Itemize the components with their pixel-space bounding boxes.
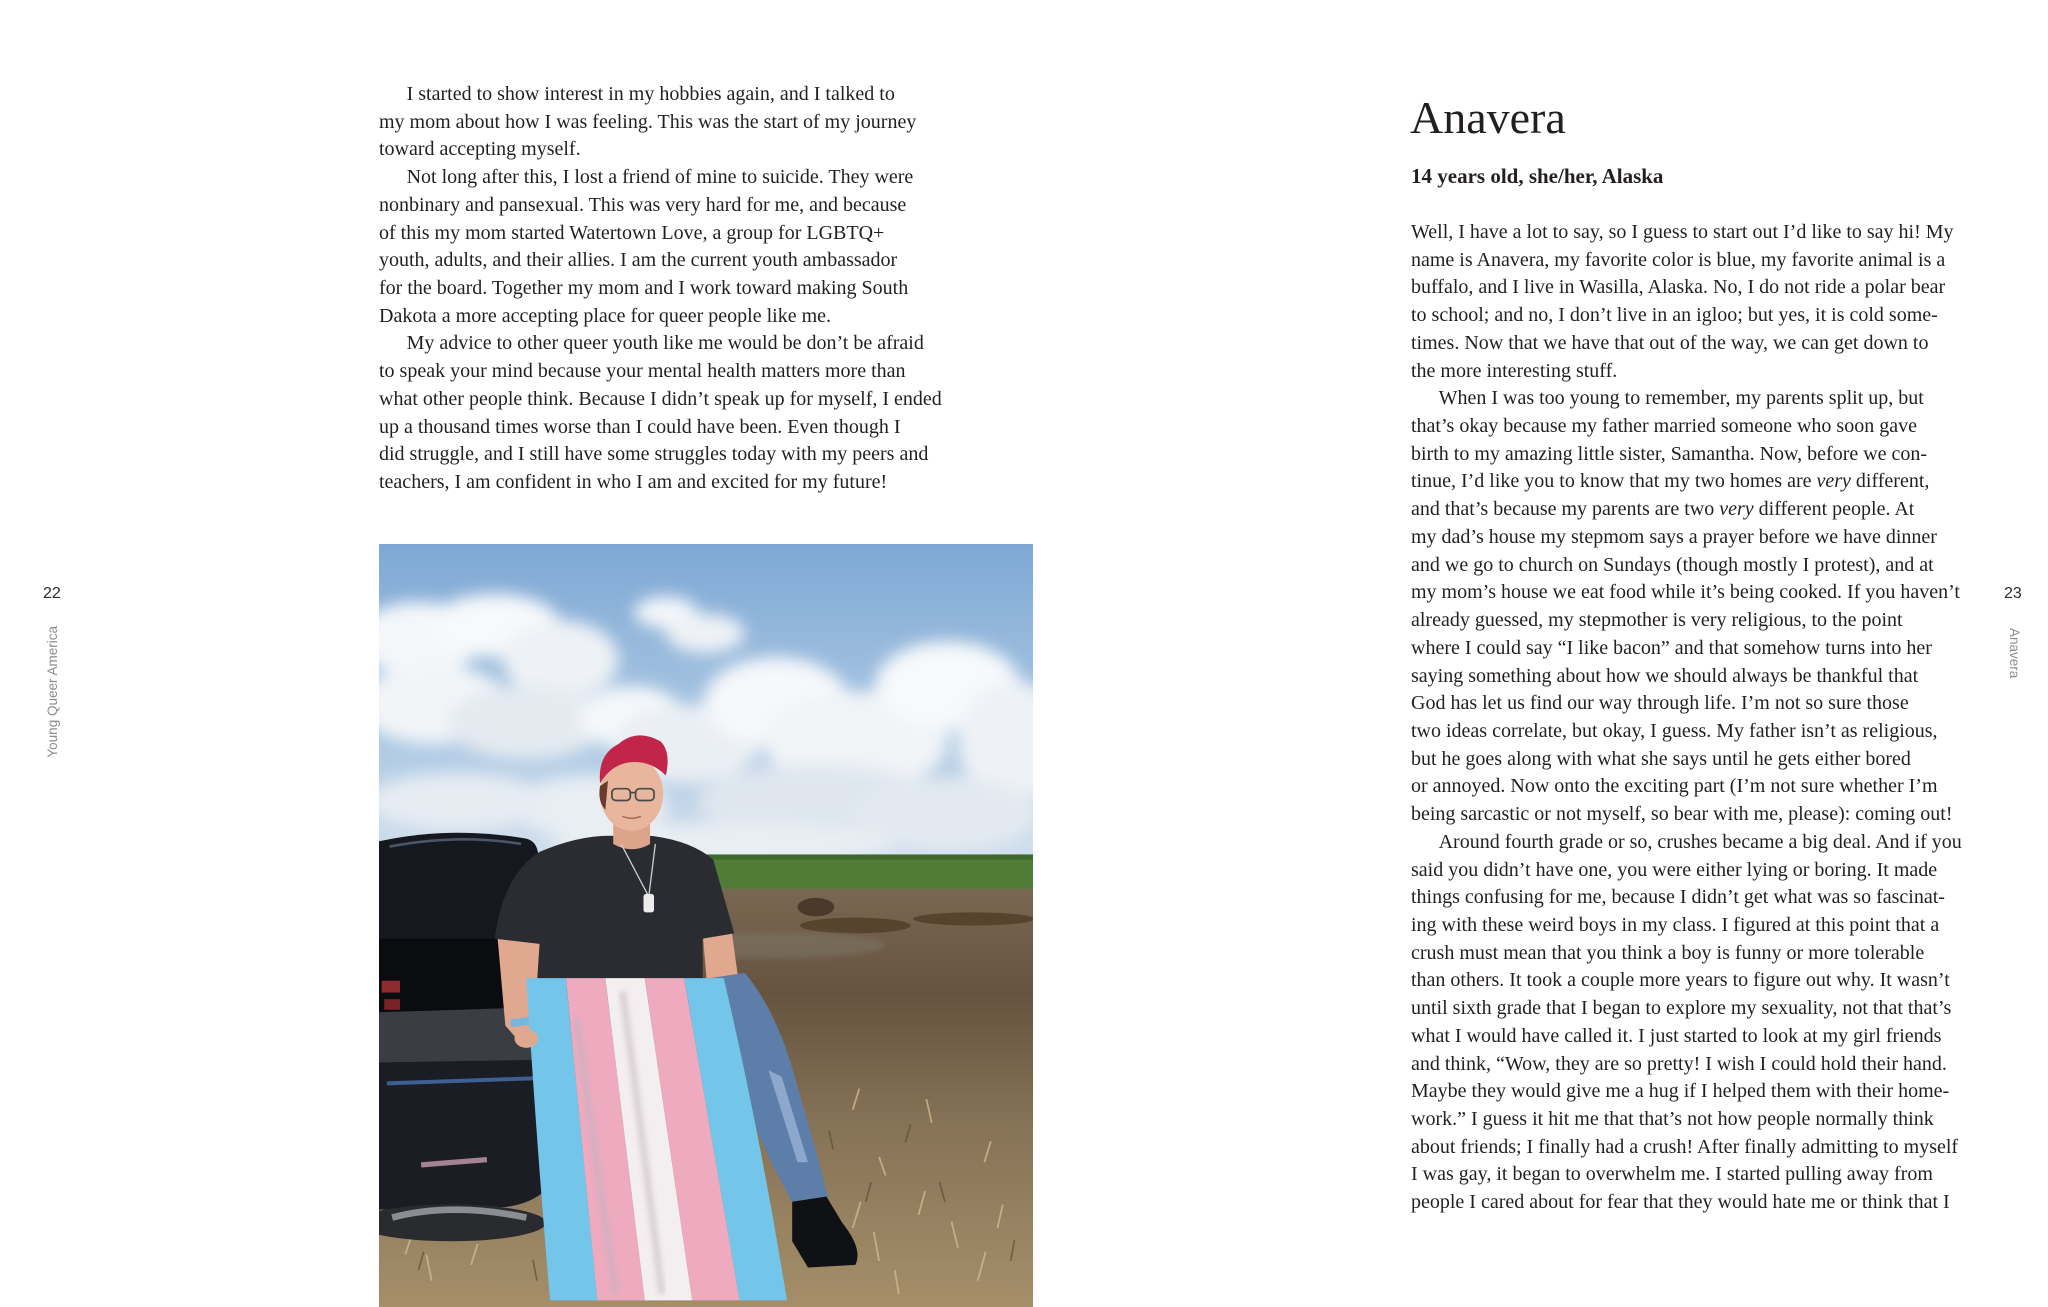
text-segment: different people. At (1753, 498, 1915, 521)
text-line: and we go to church on Sundays (though mostly I protest), and at (1411, 553, 1934, 576)
text-line: people I cared about for fear that they would hate me or think that I (1411, 1191, 1950, 1214)
text-line: ing with these weird boys in my class. I figured at this point that a (1411, 913, 1940, 936)
right-page-body-text (1411, 219, 2003, 1217)
cloud (666, 614, 745, 653)
text-line: that’s okay because my father married someone who soon gave (1411, 415, 1917, 438)
paragraph (1411, 385, 2003, 829)
text-segment: tinue, I’d like you to know that my two homes are (1411, 470, 1817, 493)
text-line: things confusing for me, because I didn’t get what was so fascinat- (1411, 886, 1945, 909)
text-line: Maybe they would give me a hug if I helped them with their home- (1411, 1080, 1950, 1103)
text-line: teachers, I am confident in who I am and excited for my future! (379, 471, 888, 494)
text-line: My advice to other queer youth like me would be don’t be afraid (406, 332, 924, 355)
text-line (1411, 496, 2003, 524)
text-line: youth, adults, and their allies. I am the current youth ambassador (379, 249, 898, 272)
portrait-photo-image (379, 544, 1033, 1307)
emphasized-word: very (1816, 470, 1851, 493)
portrait-photo (379, 544, 1033, 1307)
text-line: up a thousand times worse than I could have been. Even though I (379, 415, 901, 438)
text-line: toward accepting myself. (379, 138, 581, 161)
text-line: buffalo, and I live in Wasilla, Alaska. No, I do not ride a polar bear (1411, 276, 1946, 299)
text-line: where I could say “I like bacon” and that somehow turns into her (1411, 636, 1932, 659)
running-head-book-title: Young Queer America (45, 626, 60, 758)
author-details: 14 years old, she/her, Alaska (1411, 164, 1664, 188)
text-line: God has let us find our way through life. I’m not so sure those (1411, 692, 1909, 715)
text-line: my dad’s house my stepmom says a prayer before we have dinner (1411, 525, 1937, 548)
text-line: Dakota a more accepting place for queer people like me. (379, 304, 832, 327)
text-line: to school; and no, I don’t live in an igloo; but yes, it is cold some- (1411, 304, 1938, 327)
text-line: name is Anavera, my favorite color is blue, my favorite animal is a (1411, 248, 1946, 271)
text-line (1411, 468, 2003, 496)
text-segment: and that’s because my parents are two (1411, 498, 1720, 521)
text-line: birth to my amazing little sister, Samantha. Now, before we con- (1411, 442, 1928, 465)
page-number-left: 22 (43, 585, 61, 602)
paragraph (379, 81, 971, 164)
hand (515, 1029, 539, 1047)
crop-rows-shadow (695, 854, 1033, 859)
text-line: and think, “Wow, they are so pretty! I wish I could hold their hand. (1411, 1052, 1947, 1075)
red-strap (382, 981, 400, 993)
text-line: my mom’s house we eat food while it’s being cooked. If you haven’t (1411, 581, 1960, 604)
dirt-patch (800, 918, 911, 934)
text-line: nonbinary and pansexual. This was very hard for me, and because (379, 193, 907, 216)
text-line: my mom about how I was feeling. This was the start of my journey (379, 110, 917, 133)
story-title: Anavera (1410, 92, 1566, 143)
page-number-right: 23 (2004, 585, 2022, 602)
text-line: crush must mean that you think a boy is funny or more tolerable (1411, 941, 1925, 964)
text-line: but he goes along with what she says until he gets either bored (1411, 747, 1911, 770)
text-line: than others. It took a couple more years to figure out why. It wasn’t (1411, 969, 1950, 992)
text-line: what I would have called it. I just started to look at my girl friends (1411, 1024, 1942, 1047)
text-line: Not long after this, I lost a friend of mine to suicide. They were (406, 166, 914, 189)
paragraph (379, 164, 971, 330)
text-line: work.” I guess it hit me that that’s not how people normally think (1411, 1108, 1934, 1130)
text-line: Well, I have a lot to say, so I guess to start out I’d like to say hi! My (1411, 221, 1954, 243)
text-line: said you didn’t have one, you were either lying or boring. It made (1411, 858, 1938, 881)
necklace-pendant (643, 894, 654, 912)
text-line: When I was too young to remember, my parents split up, but (1438, 387, 1924, 410)
text-line: Around fourth grade or so, crushes became a big deal. And if you (1438, 830, 1962, 853)
text-line: I was gay, it began to overwhelm me. I started pulling away from (1411, 1163, 1933, 1186)
text-line: what other people think. Because I didn’t speak up for myself, I ended (379, 387, 942, 410)
text-line: for the board. Together my mom and I work toward making South (379, 277, 909, 300)
paragraph (379, 330, 971, 496)
text-line: about friends; I finally had a crush! After finally admitting to myself (1411, 1135, 1959, 1158)
paragraph (1411, 219, 2003, 385)
text-line: or annoyed. Now onto the exciting part (I’m not sure whether I’m (1411, 775, 1938, 798)
text-line: saying something about how we should always be thankful that (1411, 664, 1919, 687)
text-line: times. Now that we have that out of the way, we can get down to (1411, 331, 1929, 354)
emphasized-word: very (1719, 498, 1754, 521)
left-page-body-text (379, 81, 971, 497)
text-line: did struggle, and I still have some struggles today with my peers and (379, 443, 929, 466)
crop-rows (695, 854, 1033, 893)
text-line: I started to show interest in my hobbies again, and I talked to (406, 83, 895, 105)
text-line: to speak your mind because your mental health matters more than (379, 360, 906, 383)
red-strap (384, 999, 400, 1010)
dirt-patch (913, 912, 1033, 925)
text-line: two ideas correlate, but okay, I guess. My father isn’t as religious, (1411, 719, 1938, 742)
running-head-chapter: Anavera (2007, 628, 2022, 679)
text-segment: different, (1850, 470, 1930, 493)
text-line: the more interesting stuff. (1411, 359, 1618, 382)
dirt-mound (797, 898, 834, 916)
text-line: already guessed, my stepmother is very religious, to the point (1411, 609, 1903, 632)
text-line: until sixth grade that I began to explore my sexuality, not that that’s (1411, 997, 1952, 1020)
text-line: of this my mom started Watertown Love, a group for LGBTQ+ (379, 221, 885, 244)
text-line: being sarcastic or not myself, so bear with me, please): coming out! (1411, 803, 1953, 826)
paragraph (1411, 829, 2003, 1217)
